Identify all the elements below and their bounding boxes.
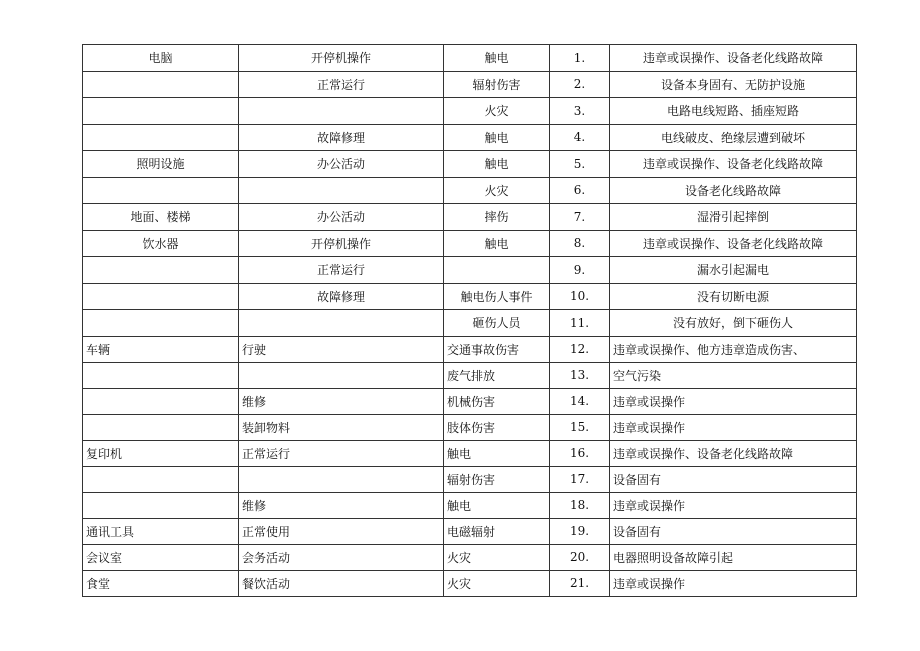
activity-cell: 正常运行 (239, 71, 444, 98)
hazard-cell: 触电 (444, 492, 550, 518)
facility-cell: 地面、楼梯 (83, 204, 239, 231)
activity-cell: 办公活动 (239, 151, 444, 178)
table-row (83, 283, 857, 310)
table-row (83, 177, 857, 204)
table-row (83, 466, 857, 492)
cause-cell: 电线破皮、绝缘层遭到破坏 (610, 124, 857, 151)
cause-cell: 电路电线短路、插座短路 (610, 98, 857, 125)
table-row (83, 98, 857, 125)
facility-cell (83, 283, 239, 310)
activity-cell: 开停机操作 (239, 45, 444, 72)
hazard-cell: 火灾 (444, 177, 550, 204)
hazard-cell: 交通事故伤害 (444, 336, 550, 362)
cause-cell: 违章或误操作 (610, 388, 857, 414)
cause-cell: 违章或误操作、他方违章造成伤害、 (610, 336, 857, 362)
table-row (83, 362, 857, 388)
activity-cell: 维修 (239, 388, 444, 414)
index-cell: 7. (550, 204, 610, 231)
index-cell: 13. (550, 362, 610, 388)
facility-cell: 食堂 (83, 570, 239, 596)
index-cell: 4. (550, 124, 610, 151)
hazard-cell: 辐射伤害 (444, 466, 550, 492)
facility-cell: 通讯工具 (83, 518, 239, 544)
hazard-cell: 火灾 (444, 98, 550, 125)
hazard-cell: 火灾 (444, 544, 550, 570)
table-row (83, 257, 857, 284)
activity-cell: 正常运行 (239, 440, 444, 466)
facility-cell (83, 257, 239, 284)
facility-cell (83, 362, 239, 388)
activity-cell: 维修 (239, 492, 444, 518)
hazard-identification-table (82, 44, 857, 597)
table-row (83, 570, 857, 596)
activity-cell: 行驶 (239, 336, 444, 362)
cause-cell: 设备固有 (610, 518, 857, 544)
cause-cell: 电器照明设备故障引起 (610, 544, 857, 570)
cause-cell: 违章或误操作、设备老化线路故障 (610, 230, 857, 257)
index-cell: 16. (550, 440, 610, 466)
hazard-cell: 摔伤 (444, 204, 550, 231)
activity-cell: 故障修理 (239, 283, 444, 310)
hazard-cell: 机械伤害 (444, 388, 550, 414)
table-row (83, 544, 857, 570)
index-cell: 12. (550, 336, 610, 362)
index-cell: 18. (550, 492, 610, 518)
facility-cell (83, 98, 239, 125)
table-row (83, 71, 857, 98)
cause-cell: 违章或误操作 (610, 414, 857, 440)
facility-cell: 复印机 (83, 440, 239, 466)
hazard-cell (444, 257, 550, 284)
hazard-cell: 触电 (444, 440, 550, 466)
activity-cell: 餐饮活动 (239, 570, 444, 596)
activity-cell (239, 466, 444, 492)
facility-cell: 会议室 (83, 544, 239, 570)
activity-cell: 会务活动 (239, 544, 444, 570)
cause-cell: 没有放好，倒下砸伤人 (610, 310, 857, 337)
table-row (83, 45, 857, 72)
activity-cell: 故障修理 (239, 124, 444, 151)
table-row (83, 310, 857, 337)
facility-cell (83, 414, 239, 440)
activity-cell: 开停机操作 (239, 230, 444, 257)
facility-cell: 车辆 (83, 336, 239, 362)
index-cell: 19. (550, 518, 610, 544)
cause-cell: 没有切断电源 (610, 283, 857, 310)
index-cell: 5. (550, 151, 610, 178)
table-row (83, 204, 857, 231)
hazard-cell: 肢体伤害 (444, 414, 550, 440)
table-row (83, 414, 857, 440)
cause-cell: 违章或误操作 (610, 492, 857, 518)
index-cell: 21. (550, 570, 610, 596)
cause-cell: 设备老化线路故障 (610, 177, 857, 204)
index-cell: 17. (550, 466, 610, 492)
hazard-cell: 砸伤人员 (444, 310, 550, 337)
index-cell: 1. (550, 45, 610, 72)
facility-cell (83, 177, 239, 204)
facility-cell (83, 310, 239, 337)
hazard-cell: 触电 (444, 124, 550, 151)
cause-cell: 违章或误操作、设备老化线路故障 (610, 45, 857, 72)
activity-cell: 装卸物料 (239, 414, 444, 440)
cause-cell: 违章或误操作、设备老化线路故障 (610, 151, 857, 178)
cause-cell: 设备固有 (610, 466, 857, 492)
hazard-cell: 辐射伤害 (444, 71, 550, 98)
index-cell: 14. (550, 388, 610, 414)
index-cell: 3. (550, 98, 610, 125)
index-cell: 10. (550, 283, 610, 310)
activity-cell (239, 98, 444, 125)
hazard-cell: 火灾 (444, 570, 550, 596)
cause-cell: 违章或误操作 (610, 570, 857, 596)
activity-cell: 正常运行 (239, 257, 444, 284)
hazard-cell: 废气排放 (444, 362, 550, 388)
table-row (83, 492, 857, 518)
cause-cell: 设备本身固有、无防护设施 (610, 71, 857, 98)
table-body (83, 45, 857, 597)
table-row (83, 124, 857, 151)
facility-cell (83, 388, 239, 414)
facility-cell: 电脑 (83, 45, 239, 72)
table-row (83, 440, 857, 466)
table-row (83, 388, 857, 414)
activity-cell: 办公活动 (239, 204, 444, 231)
facility-cell: 饮水器 (83, 230, 239, 257)
index-cell: 11. (550, 310, 610, 337)
index-cell: 2. (550, 71, 610, 98)
index-cell: 15. (550, 414, 610, 440)
cause-cell: 违章或误操作、设备老化线路故障 (610, 440, 857, 466)
index-cell: 6. (550, 177, 610, 204)
cause-cell: 漏水引起漏电 (610, 257, 857, 284)
hazard-cell: 触电伤人事件 (444, 283, 550, 310)
facility-cell (83, 71, 239, 98)
hazard-cell: 触电 (444, 151, 550, 178)
hazard-cell: 电磁辐射 (444, 518, 550, 544)
activity-cell (239, 310, 444, 337)
hazard-cell: 触电 (444, 45, 550, 72)
index-cell: 20. (550, 544, 610, 570)
facility-cell (83, 124, 239, 151)
table-row (83, 336, 857, 362)
facility-cell (83, 492, 239, 518)
facility-cell (83, 466, 239, 492)
table-row (83, 230, 857, 257)
index-cell: 9. (550, 257, 610, 284)
activity-cell (239, 362, 444, 388)
facility-cell: 照明设施 (83, 151, 239, 178)
activity-cell (239, 177, 444, 204)
cause-cell: 空气污染 (610, 362, 857, 388)
activity-cell: 正常使用 (239, 518, 444, 544)
table-row (83, 518, 857, 544)
table-row (83, 151, 857, 178)
index-cell: 8. (550, 230, 610, 257)
hazard-cell: 触电 (444, 230, 550, 257)
cause-cell: 湿滑引起摔倒 (610, 204, 857, 231)
